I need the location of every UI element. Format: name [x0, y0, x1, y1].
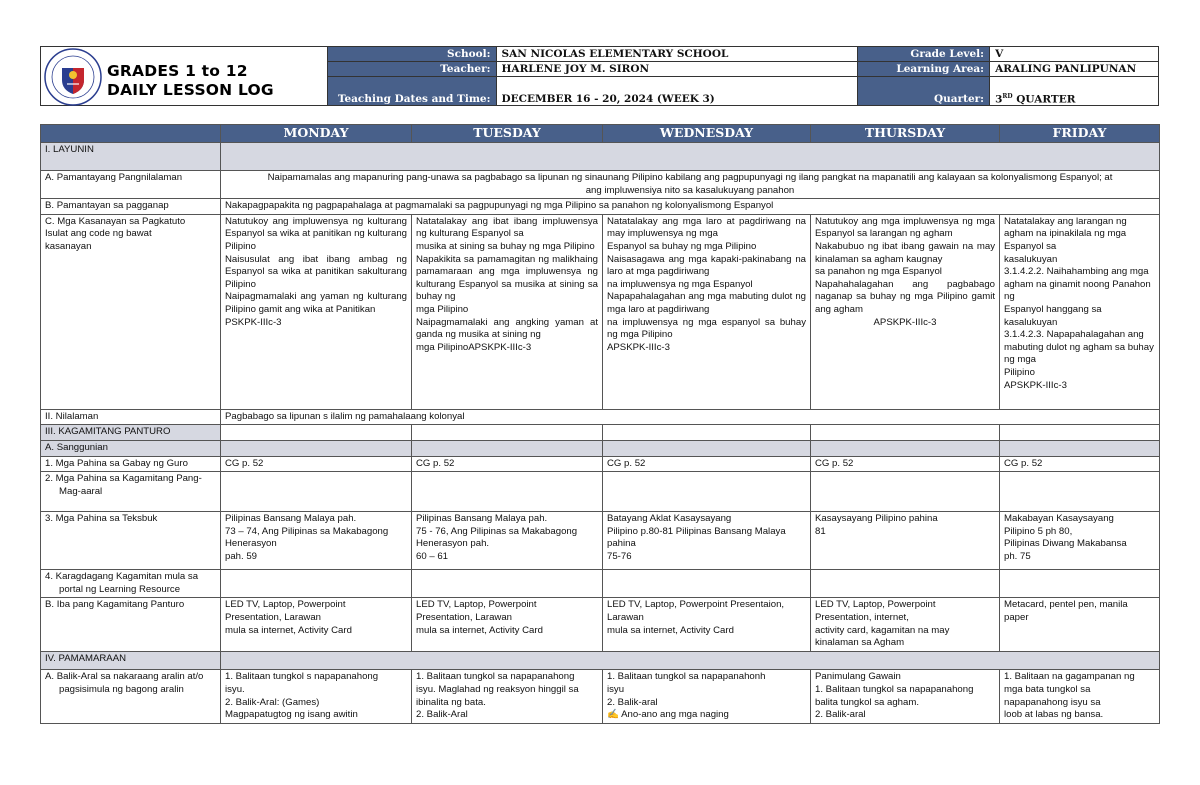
row-label-balik-aral: A. Balik-Aral sa nakaraang aralin at/o pagsisimula ng bagong aralin	[41, 670, 221, 723]
section-pamamaraan: IV. PAMAMARAAN	[41, 652, 221, 670]
section-pamamaraan-fill	[221, 652, 1160, 670]
lesson-log-table	[40, 124, 1160, 724]
section-layunin-fill	[221, 143, 1160, 171]
teksbuk-wednesday: Batayang Aklat Kasaysayang Pilipino p.80-81 Pilipinas Bansang Malaya pahina 75-76	[603, 512, 811, 570]
day-header-friday: FRIDAY	[1000, 125, 1160, 143]
row-label-karagdagang: 4. Karagdagang Kagamitan mula sa portal ng Learning Resource	[41, 570, 221, 598]
pamantayang-pangnilalaman-text: Naipamamalas ang mapanuring pang-unawa sa pagbabago sa lipunan ng sinaunang Pilipino kabilang ang pagpupunyagi ng ilang pangkat na mapanatili ang kalayaan sa kolonyalismong Espanyol; at ang impluwensiya nito sa kasalukuyang panahon	[221, 171, 1160, 199]
document-title: GRADES 1 to 12 DAILY LESSON LOG	[107, 62, 274, 99]
section-sanggunian: A. Sanggunian	[41, 440, 221, 456]
balik-aral-friday: 1. Balitaan na gagampanan ng mga bata tungkol sa napapanahong isyu sa loob at labas ng bansa.	[1000, 670, 1160, 723]
quarter-label: Quarter:	[858, 77, 990, 106]
row-label-nilalaman: II. Nilalaman	[41, 409, 221, 425]
section-kagamitan: III. KAGAMITANG PANTURO	[41, 425, 221, 441]
day-header-tuesday: TUESDAY	[412, 125, 603, 143]
kasanayan-thursday: Natutukoy ang mga impluwensya ng mga Espanyol sa larangan ng agham Nakabubuo ng ibat ibang gawain na may kinalaman sa agham kaugnay sa panahon ng mga Espanyol Napahahalagahan ang pagbabago naganap sa buhay ng mga Pilipino gamit ang agham APSKPK-IIIc-3	[811, 214, 1000, 409]
teacher-value: HARLENE JOY M. SIRON	[496, 62, 858, 77]
iba-pang-friday: Metacard, pentel pen, manila paper	[1000, 598, 1160, 652]
row-label-kagamitang-magaaral: 2. Mga Pahina sa Kagamitang Pang- Mag-aaral	[41, 472, 221, 512]
learning-area-label: Learning Area:	[858, 62, 990, 77]
grade-level-label: Grade Level:	[858, 47, 990, 62]
teacher-label: Teacher:	[327, 62, 496, 77]
row-label-pamantayan-pagganap: B. Pamantayan sa pagganap	[41, 199, 221, 215]
school-value: SAN NICOLAS ELEMENTARY SCHOOL	[496, 47, 858, 62]
school-label: School:	[327, 47, 496, 62]
gabay-tuesday: CG p. 52	[412, 456, 603, 472]
teaching-dates-label: Teaching Dates and Time:	[327, 77, 496, 106]
learning-area-value: ARALING PANLIPUNAN	[990, 62, 1159, 77]
grade-level-value: V	[990, 47, 1159, 62]
gabay-friday: CG p. 52	[1000, 456, 1160, 472]
day-header-wednesday: WEDNESDAY	[603, 125, 811, 143]
nilalaman-text: Pagbabago sa lipunan s ilalim ng pamahalaang kolonyal	[221, 409, 1160, 425]
kasanayan-tuesday: Natatalakay ang ibat ibang impluwensya ng kulturang Espanyol sa musika at sining sa buhay ng mga Pilipino Napakikita sa pamamagitan ng malikhaing pamamaraan ang mga impluwensya ng kulturang Espanyol sa musika at sining sa buhay ng mga Pilipino Naipagmamalaki ang angking yaman at ganda ng musika at sining ng mga PilipinoAPSKPK-IIIc-3	[412, 214, 603, 409]
balik-aral-thursday: Panimulang Gawain 1. Balitaan tungkol sa napapanahong balita tungkol sa agham. 2. Balik-aral	[811, 670, 1000, 723]
gabay-thursday: CG p. 52	[811, 456, 1000, 472]
balik-aral-monday: 1. Balitaan tungkol s napapanahong isyu. 2. Balik-Aral: (Games) Magpapatugtog ng isang awitin	[221, 670, 412, 723]
deped-seal-icon	[44, 48, 102, 106]
quarter-value: 3RD QUARTER	[990, 77, 1159, 106]
corner-header	[41, 125, 221, 143]
row-label-gabay-guro: 1. Mga Pahina sa Gabay ng Guro	[41, 456, 221, 472]
iba-pang-wednesday: LED TV, Laptop, Powerpoint Presentaion, Larawan mula sa internet, Activity Card	[603, 598, 811, 652]
pamantayan-pagganap-text: Nakapagpapakita ng pagpapahalaga at pagmamalaki sa pagpupunyagi ng mga Pilipino sa panahon ng kolonyalismong Espanyol	[221, 199, 1160, 215]
teksbuk-friday: Makabayan Kasaysayang Pilipino 5 ph 80, Pilipinas Diwang Makabansa ph. 75	[1000, 512, 1160, 570]
teksbuk-tuesday: Pilipinas Bansang Malaya pah. 75 - 76, Ang Pilipinas sa Makabagong Henerasyon pah. 60 – 61	[412, 512, 603, 570]
teksbuk-thursday: Kasaysayang Pilipino pahina 81	[811, 512, 1000, 570]
row-label-pamantayang-pangnilalaman: A. Pamantayang Pangnilalaman	[41, 171, 221, 199]
iba-pang-monday: LED TV, Laptop, Powerpoint Presentation, Larawan mula sa internet, Activity Card	[221, 598, 412, 652]
balik-aral-tuesday: 1. Balitaan tungkol sa napapanahong isyu. Maglahad ng reaksyon hinggil sa ibinalita ng bata. 2. Balik-Aral	[412, 670, 603, 723]
iba-pang-thursday: LED TV, Laptop, Powerpoint Presentation, internet, activity card, kagamitan na may kinalaman sa Agham	[811, 598, 1000, 652]
row-label-teksbuk: 3. Mga Pahina sa Teksbuk	[41, 512, 221, 570]
day-header-thursday: THURSDAY	[811, 125, 1000, 143]
kasanayan-wednesday: Natatalakay ang mga laro at pagdiriwang na may impluwensya ng mga Espanyol sa buhay ng mga Pilipino Naisasagawa ang mga kapaki-pakinabang na laro at mga pagdiriwang na impluwensya ng mga Espanyol Napapahalagahan ang mga mabuting dulot ng mga laro at pagdiriwang na impluwensya ng mga espanyol sa buhay ng mga Pilipino APSKPK-IIIc-3	[603, 214, 811, 409]
kasanayan-friday: Natatalakay ang larangan ng agham na ipinakilala ng mga Espanyol sa kasalukuyan 3.1.4.2.2. Naihahambing ang mga agham na ginamit noong Panahon ng Espanyol hanggang sa kasalukuyan 3.1.4.2.3. Napapahalagahan ang mabuting dulot ng agham sa buhay ng mga Pilipino APSKPK-IIIc-3	[1000, 214, 1160, 409]
teaching-dates-value: DECEMBER 16 - 20, 2024 (WEEK 3)	[496, 77, 858, 106]
gabay-monday: CG p. 52	[221, 456, 412, 472]
teksbuk-monday: Pilipinas Bansang Malaya pah. 73 – 74, Ang Pilipinas sa Makabagong Henerasyon pah. 59	[221, 512, 412, 570]
day-header-monday: MONDAY	[221, 125, 412, 143]
kasanayan-monday: Natutukoy ang impluwensya ng kulturang Espanyol sa wika at panitikan ng kulturang Pilipino Naisusulat ang ibat ibang ambag ng Espanyol sa wika at panitikan sakulturang Pilipino Naipagmamalaki ang yaman ng kulturang Pilipino gamit ang wika at Panitikan PSKPK-IIIc-3	[221, 214, 412, 409]
row-label-iba-pang: B. Iba pang Kagamitang Panturo	[41, 598, 221, 652]
gabay-wednesday: CG p. 52	[603, 456, 811, 472]
row-label-kasanayan: C. Mga Kasanayan sa Pagkatuto Isulat ang code ng bawat kasanayan	[41, 214, 221, 409]
balik-aral-wednesday: 1. Balitaan tungkol sa napapanahonh isyu 2. Balik-aral ✍ Ano-ano ang mga naging	[603, 670, 811, 723]
iba-pang-tuesday: LED TV, Laptop, Powerpoint Presentation, Larawan mula sa internet, Activity Card	[412, 598, 603, 652]
section-layunin: I. LAYUNIN	[41, 143, 221, 171]
